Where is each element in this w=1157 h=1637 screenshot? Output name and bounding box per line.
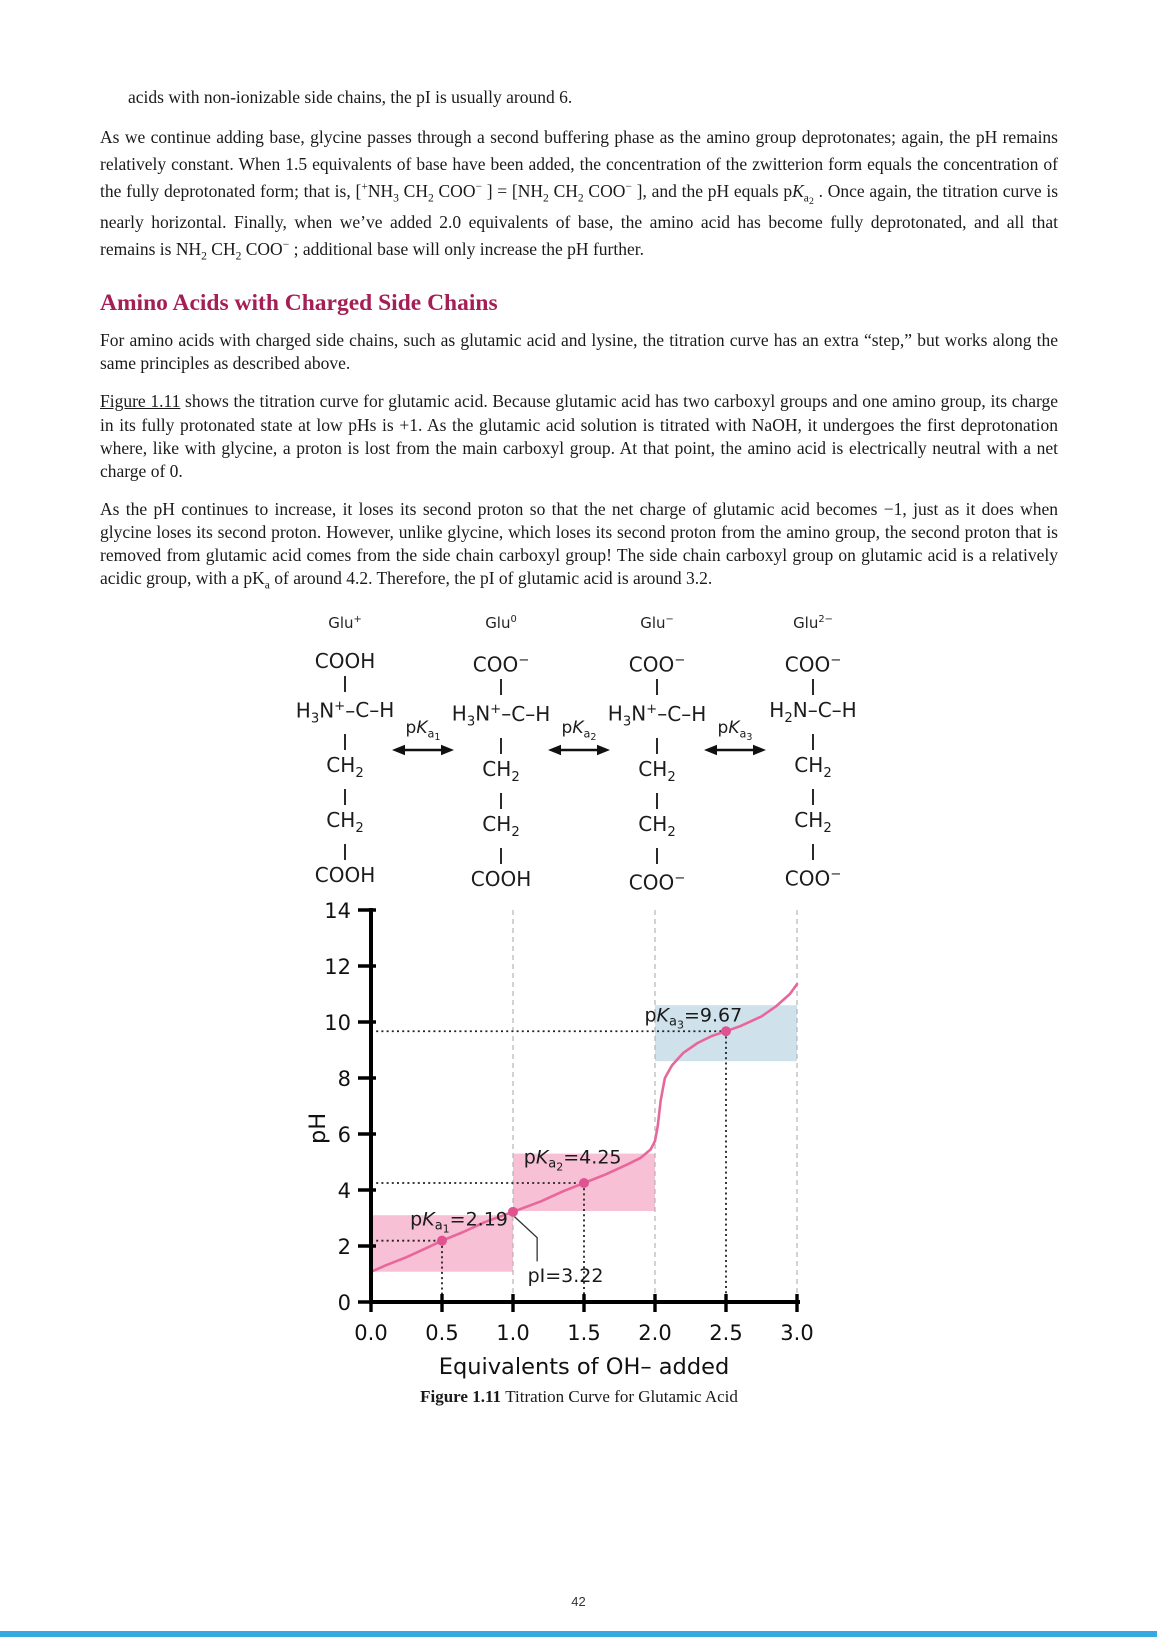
y-tick-label: 2: [337, 1234, 351, 1259]
bond-line: [812, 844, 814, 860]
methylene-group: $CH_2$: [638, 812, 676, 841]
amine-group: $H_3N^+-$: [451, 702, 512, 731]
species-label-glu-zero: Glu$^0$: [485, 613, 517, 632]
data-point: [579, 1178, 589, 1188]
paragraph-buffering: As we continue adding base, glycine passes through a second buffering phase as the amino group deprotonates; again, the pH remains relatively constant. When 1.5 equivalents of base have been added, the concentration of the zwitterion form equals the concentration of the fully deprotonated form; that is, [$^+NH_3$ $CH_2$ COO− ] = [$NH_2$ $CH_2$ COO− ], and the pH equals $pK_{a2}$ . Once again, the titration curve is nearly horizontal. Finally, when we’ve added 2.0 equivalents of base, the amino acid has become fully deprotonated, and all that remains is $NH_2$ $CH_2$ COO− ; additional base will only increase the pH further.: [100, 127, 1059, 263]
alpha-carbon: C: [355, 698, 370, 723]
carboxyl-bottom-group: COO−: [784, 867, 842, 892]
y-tick-label: 10: [324, 1010, 351, 1035]
chemical-structures-diagram: [100, 614, 1058, 896]
alpha-hydrogen: –H: [681, 702, 707, 727]
species-label-glu-minus: Glu−: [640, 613, 674, 632]
carboxyl-bottom-group: COO−: [628, 870, 686, 895]
carboxyl-top-group: COO−: [628, 652, 686, 677]
footer-accent-bar: [0, 1631, 1157, 1637]
bond-line: [656, 793, 658, 809]
bond-line: [656, 738, 658, 754]
structure-glu-minus: [607, 613, 707, 896]
paragraph-second-proton: As the pH continues to increase, it loses its second proton so that the net charge of glutamic acid becomes −1, just as it does when glycine loses its second proton. However, unlike glycine, which loses its second proton from the amino group, the second proton that is removed from glutamic acid comes from the side chain carboxyl group! The side chain carboxyl group on glutamic acid is a relatively acidic group, with a $pK_a$ of around 4.2. Therefore, the pI of glutamic acid is around 3.2.: [100, 498, 1058, 592]
titration-figure: [100, 900, 1058, 1407]
x-tick-label: 3.0: [780, 1320, 814, 1345]
x-tick-label: 0.0: [354, 1320, 388, 1345]
y-tick-label: 4: [337, 1178, 351, 1203]
chart-annotation: $pK_a3=9.67$: [644, 1004, 743, 1032]
equilibrium-pka2: [538, 614, 620, 761]
x-tick-label: 1.5: [567, 1320, 601, 1345]
pi-callout-line: [514, 1216, 537, 1261]
amine-group: $H_3N^+-$: [295, 698, 356, 727]
carboxyl-top-group: COO−: [472, 652, 530, 677]
bond-line: [500, 793, 502, 809]
data-point: [721, 1026, 731, 1036]
methylene-group: $CH_2$: [794, 753, 832, 782]
carboxyl-bottom-group: COOH: [314, 863, 376, 888]
y-tick-label: 6: [337, 1122, 351, 1147]
x-tick-label: 1.0: [496, 1320, 530, 1345]
bond-line: [656, 679, 658, 695]
y-axis-label: pH: [305, 1112, 331, 1144]
carboxyl-top-group: COO−: [784, 652, 842, 677]
species-label-glu-2minus: Glu$^{2-}$: [793, 613, 833, 632]
methylene-group: $CH_2$: [326, 753, 364, 782]
methylene-group: $CH_2$: [326, 808, 364, 837]
double-arrow-icon: [548, 743, 610, 757]
alpha-carbon: C: [511, 702, 526, 727]
amine-group: $H_3N^+-$: [607, 702, 668, 731]
bond-line: [812, 789, 814, 805]
page-number: 42: [571, 1594, 586, 1609]
alpha-hydrogen: –H: [831, 698, 857, 723]
methylene-group: $CH_2$: [482, 757, 520, 786]
amine-group: $H_2N-$: [769, 698, 818, 727]
x-tick-label: 2.0: [638, 1320, 672, 1345]
chart-annotation: pI=3.22: [527, 1264, 604, 1287]
alpha-hydrogen: –H: [369, 698, 395, 723]
bond-line: [500, 679, 502, 695]
data-point: [508, 1207, 518, 1217]
bond-line: [500, 738, 502, 754]
paragraph-intro: acids with non-ionizable side chains, the pI is usually around 6.: [128, 87, 573, 107]
alpha-carbon-row: [769, 697, 857, 732]
y-tick-label: 14: [324, 899, 351, 923]
alpha-carbon-row: [295, 694, 395, 733]
figure-caption: Figure 1.11 Titration Curve for Glutamic Acid: [420, 1386, 738, 1406]
y-tick-label: 8: [337, 1066, 351, 1091]
structure-glu-plus: [295, 613, 395, 889]
bond-line: [344, 676, 346, 692]
alpha-carbon: C: [817, 698, 832, 723]
paragraph-figure-reference: Figure 1.11 shows the titration curve for glutamic acid. Because glutamic acid has two carboxyl groups and one amino group, its charge in its fully protonated state at low pHs is +1. As the glutamic acid solution is titrated with NaOH, it undergoes the first deprotonation where, like with glycine, a proton is lost from the main carboxyl group. At that point, the amino acid is electrically neutral with a net charge of 0.: [100, 391, 1059, 481]
methylene-group: $CH_2$: [794, 808, 832, 837]
y-tick-label: 0: [337, 1290, 351, 1315]
chart-annotation: $pK_a2=4.25$: [523, 1146, 622, 1174]
alpha-carbon-row: [451, 697, 551, 736]
bond-line: [344, 789, 346, 805]
data-point: [437, 1235, 447, 1245]
carboxyl-top-group: COOH: [314, 648, 376, 673]
structure-glu-zero: [451, 613, 551, 892]
methylene-group: $CH_2$: [638, 757, 676, 786]
alpha-carbon: C: [667, 702, 682, 727]
x-tick-label: 2.5: [709, 1320, 743, 1345]
bond-line: [812, 734, 814, 750]
double-arrow-icon: [704, 743, 766, 757]
bond-line: [344, 844, 346, 860]
alpha-hydrogen: –H: [525, 702, 551, 727]
bond-line: [500, 848, 502, 864]
pka1-label: $pK_{a1}$: [405, 717, 441, 743]
pka2-label: $pK_{a2}$: [561, 717, 597, 743]
bond-line: [656, 848, 658, 864]
paragraph-charged-side-chains: For amino acids with charged side chains, such as glutamic acid and lysine, the titration curve has an extra “step,” but works along the same principles as described above.: [100, 330, 1058, 374]
alpha-carbon-row: [607, 697, 707, 736]
y-tick-label: 12: [324, 954, 351, 979]
titration-chart: [299, 900, 859, 1380]
chart-annotation: $pK_a1=2.19$: [410, 1208, 508, 1236]
pka3-label: $pK_{a3}$: [717, 717, 753, 743]
methylene-group: $CH_2$: [482, 812, 520, 841]
bond-line: [812, 679, 814, 695]
double-arrow-icon: [392, 743, 454, 757]
carboxyl-bottom-group: COOH: [470, 867, 532, 892]
structure-glu-2minus: [769, 613, 857, 892]
equilibrium-pka3: [694, 614, 776, 761]
equilibrium-pka1: [382, 614, 464, 761]
section-heading: Amino Acids with Charged Side Chains: [100, 290, 498, 317]
bond-line: [344, 734, 346, 750]
x-tick-label: 0.5: [425, 1320, 459, 1345]
x-axis-label: Equivalents of OH– added: [438, 1353, 730, 1380]
species-label-glu-plus: Glu+: [328, 613, 362, 632]
